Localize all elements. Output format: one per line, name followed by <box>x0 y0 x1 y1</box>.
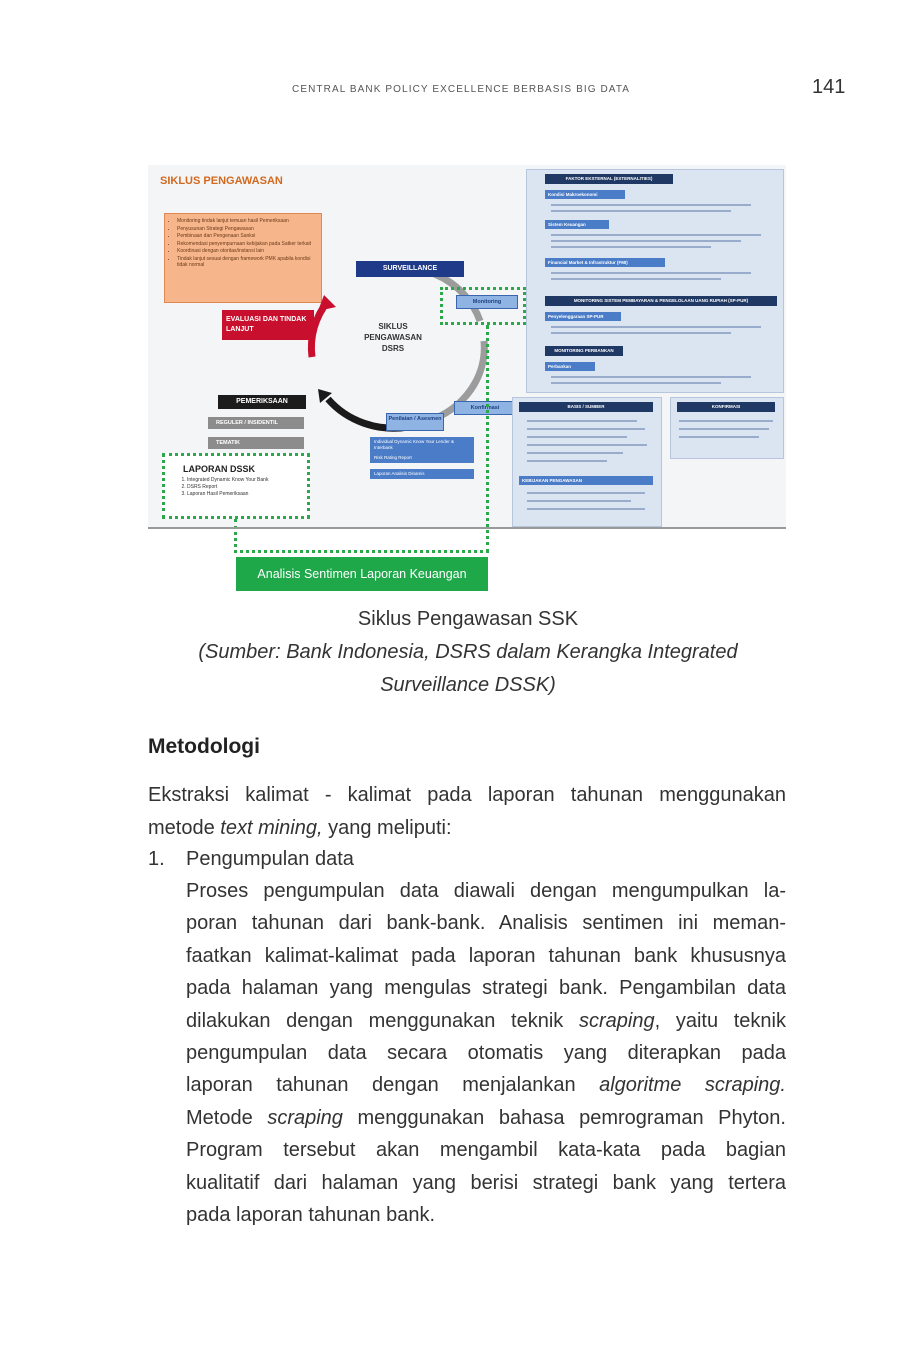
page-number: 141 <box>812 76 846 98</box>
green-connector <box>234 519 237 553</box>
panel-line <box>527 492 645 494</box>
panel-heading: BASIS / SUMBER <box>519 402 653 412</box>
blue-note: Risk Rating Report <box>370 453 474 463</box>
tematik-tag: TEMATIK <box>208 437 304 449</box>
panel-line <box>527 428 645 430</box>
panel-subheading: Perbankan <box>545 362 595 371</box>
surveillance-cycle-figure <box>148 165 788 595</box>
laporan-item: 1. Integrated Dynamic Know Your Bank <box>187 477 297 484</box>
panel-line <box>551 234 761 236</box>
monitoring-tag: Monitoring <box>456 295 518 309</box>
panel-line <box>551 246 711 248</box>
green-connector <box>486 325 489 553</box>
panel-heading: MONITORING SISTEM PEMBAYARAN & PENGELOLAAN UANG RUPIAH (SP-PUR) <box>545 296 777 306</box>
panel-line <box>551 376 751 378</box>
orange-item: • Rekomendasi penyempurnaan kebijakan pada Satker terkait <box>177 241 321 248</box>
orange-item: • Koordinasi dengan otoritas/instansi lain <box>177 248 321 255</box>
panel-subheading: Kondisi Makroekonomi <box>545 190 625 199</box>
panel-line <box>551 278 721 280</box>
list-number: 1. <box>148 848 165 870</box>
orange-item: • Tindak lanjut sesuai dengan framework PMK apabila kondisi tidak normal <box>177 256 321 269</box>
panel-line <box>551 240 741 242</box>
panel-line <box>679 428 769 430</box>
monitoring-highlight <box>440 287 526 325</box>
panel-line <box>527 500 631 502</box>
panel-line <box>527 460 607 462</box>
panel-line <box>551 210 731 212</box>
panel-line <box>527 508 645 510</box>
orange-item: • Pembinaan dan Pengenaan Sanksi <box>177 233 321 240</box>
panel-heading: KONFIRMASI <box>677 402 775 412</box>
intro-paragraph: Ekstraksi kalimat - kalimat pada laporan tahunan menggunakan metode text mining, yang meliputi: <box>148 784 786 839</box>
running-head: CENTRAL BANK POLICY EXCELLENCE BERBASIS BIG DATA <box>292 84 631 95</box>
monitoring-panel <box>526 169 784 393</box>
orange-item: • Monitoring tindak lanjut temuan hasil Pemeriksaan <box>177 218 321 225</box>
figure-baseline <box>148 527 786 529</box>
green-connector <box>234 550 489 553</box>
list-item-title: Pengumpulan data <box>186 848 354 870</box>
section-heading: Metodologi <box>148 735 260 758</box>
panel-line <box>527 420 637 422</box>
laporan-item: 3. Laporan Hasil Pemeriksaan <box>187 491 297 498</box>
panel-line <box>679 436 759 438</box>
panel-line <box>551 272 751 274</box>
panel-line <box>551 204 751 206</box>
figure-title: SIKLUS PENGAWASAN <box>160 175 283 187</box>
blue-note: Individual Dynamic Know Your Lender & Interbank <box>370 437 474 453</box>
panel-subheading: Penyelenggaraan SP-PUR <box>545 312 621 321</box>
panel-heading: MONITORING PERBANKAN <box>545 346 623 356</box>
laporan-title: LAPORAN DSSK <box>183 464 256 474</box>
pemeriksaan-label: PEMERIKSAAN <box>218 395 306 409</box>
penilaian-tag: Penilaian / Asesmen <box>386 413 444 431</box>
panel-line <box>527 436 627 438</box>
orange-item: • Penyusunan Strategi Pengawasan <box>177 226 321 233</box>
figure-caption-title: Siklus Pengawasan SSK <box>357 608 579 630</box>
panel-subheading: Sistem Keuangan <box>545 220 609 229</box>
panel-heading: FAKTOR EKSTERNAL (EXTERNALITIES) <box>545 174 673 184</box>
reguler-tag: REGULER / INSIDENTIL <box>208 417 304 429</box>
konfirmasi-panel <box>670 397 784 459</box>
surveillance-label: SURVEILLANCE <box>356 261 464 277</box>
blue-note: Laporan Analisis Dinamis <box>370 469 474 479</box>
panel-subheading: Financial Market & Infrastruktur (FMI) <box>545 258 665 267</box>
panel-line <box>527 444 647 446</box>
panel-line <box>551 382 721 384</box>
laporan-item: 2. DSRS Report <box>187 484 297 491</box>
basis-panel <box>512 397 662 527</box>
panel-subheading: KEBIJAKAN PENGAWASAN <box>519 476 653 485</box>
panel-line <box>679 420 773 422</box>
figure-caption-source: (Sumber: Bank Indonesia, DSRS dalam Kerangka Integrated Surveillance DSSK) <box>198 641 738 696</box>
list-item-body: Proses pengumpulan data diawali dengan mengumpulkan la- poran tahunan dari bank-bank. Analisis sentimen ini meman- faatkan kalimat-kalimat pada laporan tahunan bank khususnya pada halaman yang mengulas strategi bank. Pengambilan data dilakukan dengan menggunakan teknik scraping, yaitu teknik pengumpulan data secara otomatis yang diterapkan pada laporan tahunan dengan menjalankan algoritme scraping. Metode scraping menggunakan bahasa pemrograman Phyton. Program tersebut akan mengambil kata-kata pada bagian kualitatif dari halaman yang berisi strategi bank yang tertera pada laporan tahunan bank. <box>186 880 786 1227</box>
cycle-center-label: SIKLUS PENGAWASAN DSRS <box>364 322 422 353</box>
panel-line <box>551 332 731 334</box>
laporan-dssk-box <box>162 453 310 519</box>
sentiment-analysis-box: Analisis Sentimen Laporan Keuangan <box>236 557 488 591</box>
panel-line <box>527 452 623 454</box>
panel-line <box>551 326 761 328</box>
evaluation-label: EVALUASI DAN TINDAK LANJUT <box>222 310 314 340</box>
konfirmasi-tag: Konfirmasi <box>454 401 516 415</box>
